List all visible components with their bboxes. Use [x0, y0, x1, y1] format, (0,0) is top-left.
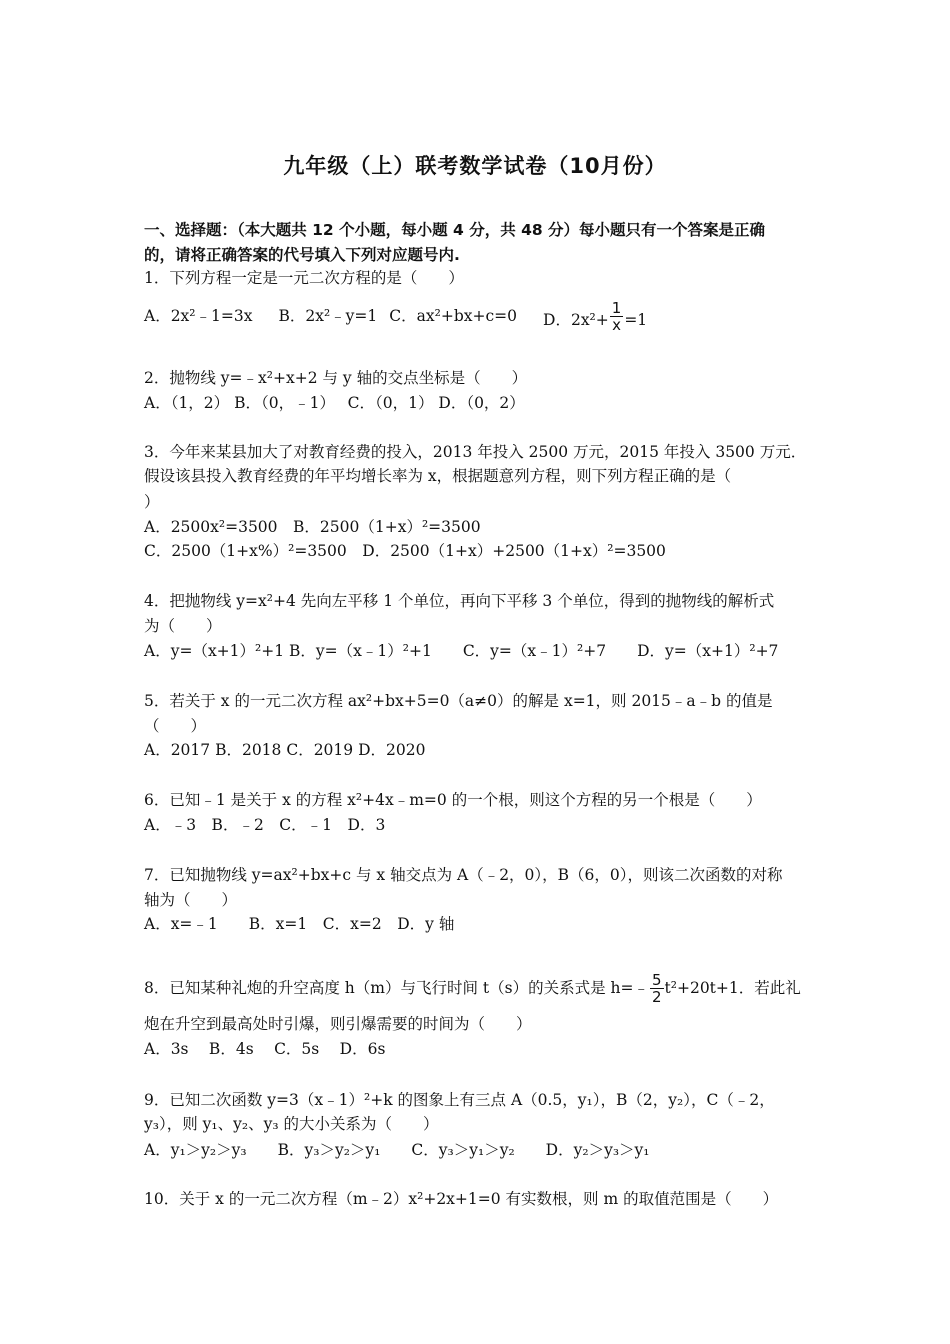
q1-fraction — [610, 300, 624, 333]
q1-option-d — [543, 299, 648, 334]
q7-line-1: 7．已知抛物线 y=ax²+bx+c 与 x 轴交点为 A（﹣2，0），B（6，0），则该二次函数的对称 — [144, 866, 783, 884]
q4-options: A．y=（x+1）²+1 B．y=（x﹣1）²+1 C．y=（x﹣1）²+7 D．y=（x+1）²+7 — [144, 642, 779, 660]
q3-line-2: 假设该县投入教育经费的年平均增长率为 x，根据题意列方程，则下列方程正确的是（ — [144, 467, 732, 485]
q8-line-2: 炮在升空到最高处时引爆，则引爆需要的时间为（ ） — [144, 1015, 532, 1033]
q8-line-1 — [144, 968, 801, 1008]
q1-option-d-tail: =1 — [624, 310, 648, 329]
section-line-1: 一、选择题：（本大题共 12 个小题，每小题 4 分，共 48 分）每小题只有一个答案是正确 — [144, 221, 766, 239]
q1-fraction-num: 1 — [611, 299, 622, 317]
page-title: 九年级（上）联考数学试卷（10月份） — [283, 154, 667, 178]
q2-stem: 2．抛物线 y=﹣x²+x+2 与 y 轴的交点坐标是（ ） — [144, 369, 528, 387]
q1-option-c: C．ax²+bx+c=0 — [389, 307, 518, 325]
q6-line-1: 6．已知﹣1 是关于 x 的方程 x²+4x﹣m=0 的一个根，则这个方程的另一个根是（ ） — [144, 791, 762, 809]
section-line-2: 的，请将正确答案的代号填入下列对应题号内. — [144, 246, 460, 264]
q1-stem: 1．下列方程一定是一元二次方程的是（ ） — [144, 269, 464, 287]
section-instructions — [144, 218, 814, 268]
q1-fraction-den: x — [612, 316, 621, 334]
q9-line-2: y₃），则 y₁、y₂、y₃ 的大小关系为（ ） — [144, 1115, 439, 1133]
q5-options: A．2017 B．2018 C．2019 D．2020 — [144, 741, 426, 759]
q7-options: A．x=﹣1 B．x=1 C．x=2 D．y 轴 — [144, 915, 455, 933]
q5-line-1: 5．若关于 x 的一元二次方程 ax²+bx+5=0（a≠0）的解是 x=1，则 2015﹣a﹣b 的值是 — [144, 692, 773, 710]
q1-option-d-text: D．2x²+ — [543, 310, 609, 329]
q5-line-2: （ ） — [144, 717, 207, 735]
q1-options — [144, 299, 648, 334]
q9-options: A．y₁＞y₂＞y₃ B．y₃＞y₂＞y₁ C．y₃＞y₁＞y₂ D．y₂＞y₃＞y₁ — [144, 1141, 650, 1159]
q10-line-1: 10．关于 x 的一元二次方程（m﹣2）x²+2x+1=0 有实数根，则 m 的取值范围是（ ） — [144, 1190, 779, 1208]
q4-line-2: 为（ ） — [144, 617, 222, 635]
q7-line-2: 轴为（ ） — [144, 891, 238, 909]
q9-line-1: 9．已知二次函数 y=3（x﹣1）²+k 的图象上有三点 A（0.5，y₁），B（2，y₂），C（﹣2， — [144, 1091, 775, 1109]
q4-line-1: 4．把抛物线 y=x²+4 先向左平移 1 个单位，再向下平移 3 个单位，得到的抛物线的解析式 — [144, 592, 775, 610]
q6-options: A．﹣3 B．﹣2 C．﹣1 D．3 — [144, 816, 386, 834]
q3-line-1: 3．今年来某县加大了对教育经费的投入，2013 年投入 2500 万元，2015 年投入 3500 万元． — [144, 443, 807, 461]
q8-post: t²+20t+1．若此礼 — [664, 979, 801, 997]
q1-option-b: B．2x²﹣y=1 — [278, 307, 378, 325]
q2-options: A．（1，2） B．（0，﹣1） C．（0，1） D．（0，2） — [144, 394, 525, 412]
q8-fraction-num: 5 — [651, 970, 662, 989]
q1-option-a: A．2x²﹣1=3x — [144, 307, 253, 325]
q3-line-3: ） — [144, 493, 160, 511]
q8-fraction — [650, 972, 664, 1005]
q3-options-cd: C．2500（1+x%）²=3500 D．2500（1+x）+2500（1+x）²=3500 — [144, 542, 666, 560]
q8-options: A．3s B．4s C．5s D．6s — [144, 1040, 386, 1058]
q8-fraction-den: 2 — [651, 987, 662, 1006]
q3-options-ab: A．2500x²=3500 B．2500（1+x）²=3500 — [144, 518, 481, 536]
q8-pre: 8．已知某种礼炮的升空高度 h（m）与飞行时间 t（s）的关系式是 h=﹣ — [144, 979, 649, 997]
